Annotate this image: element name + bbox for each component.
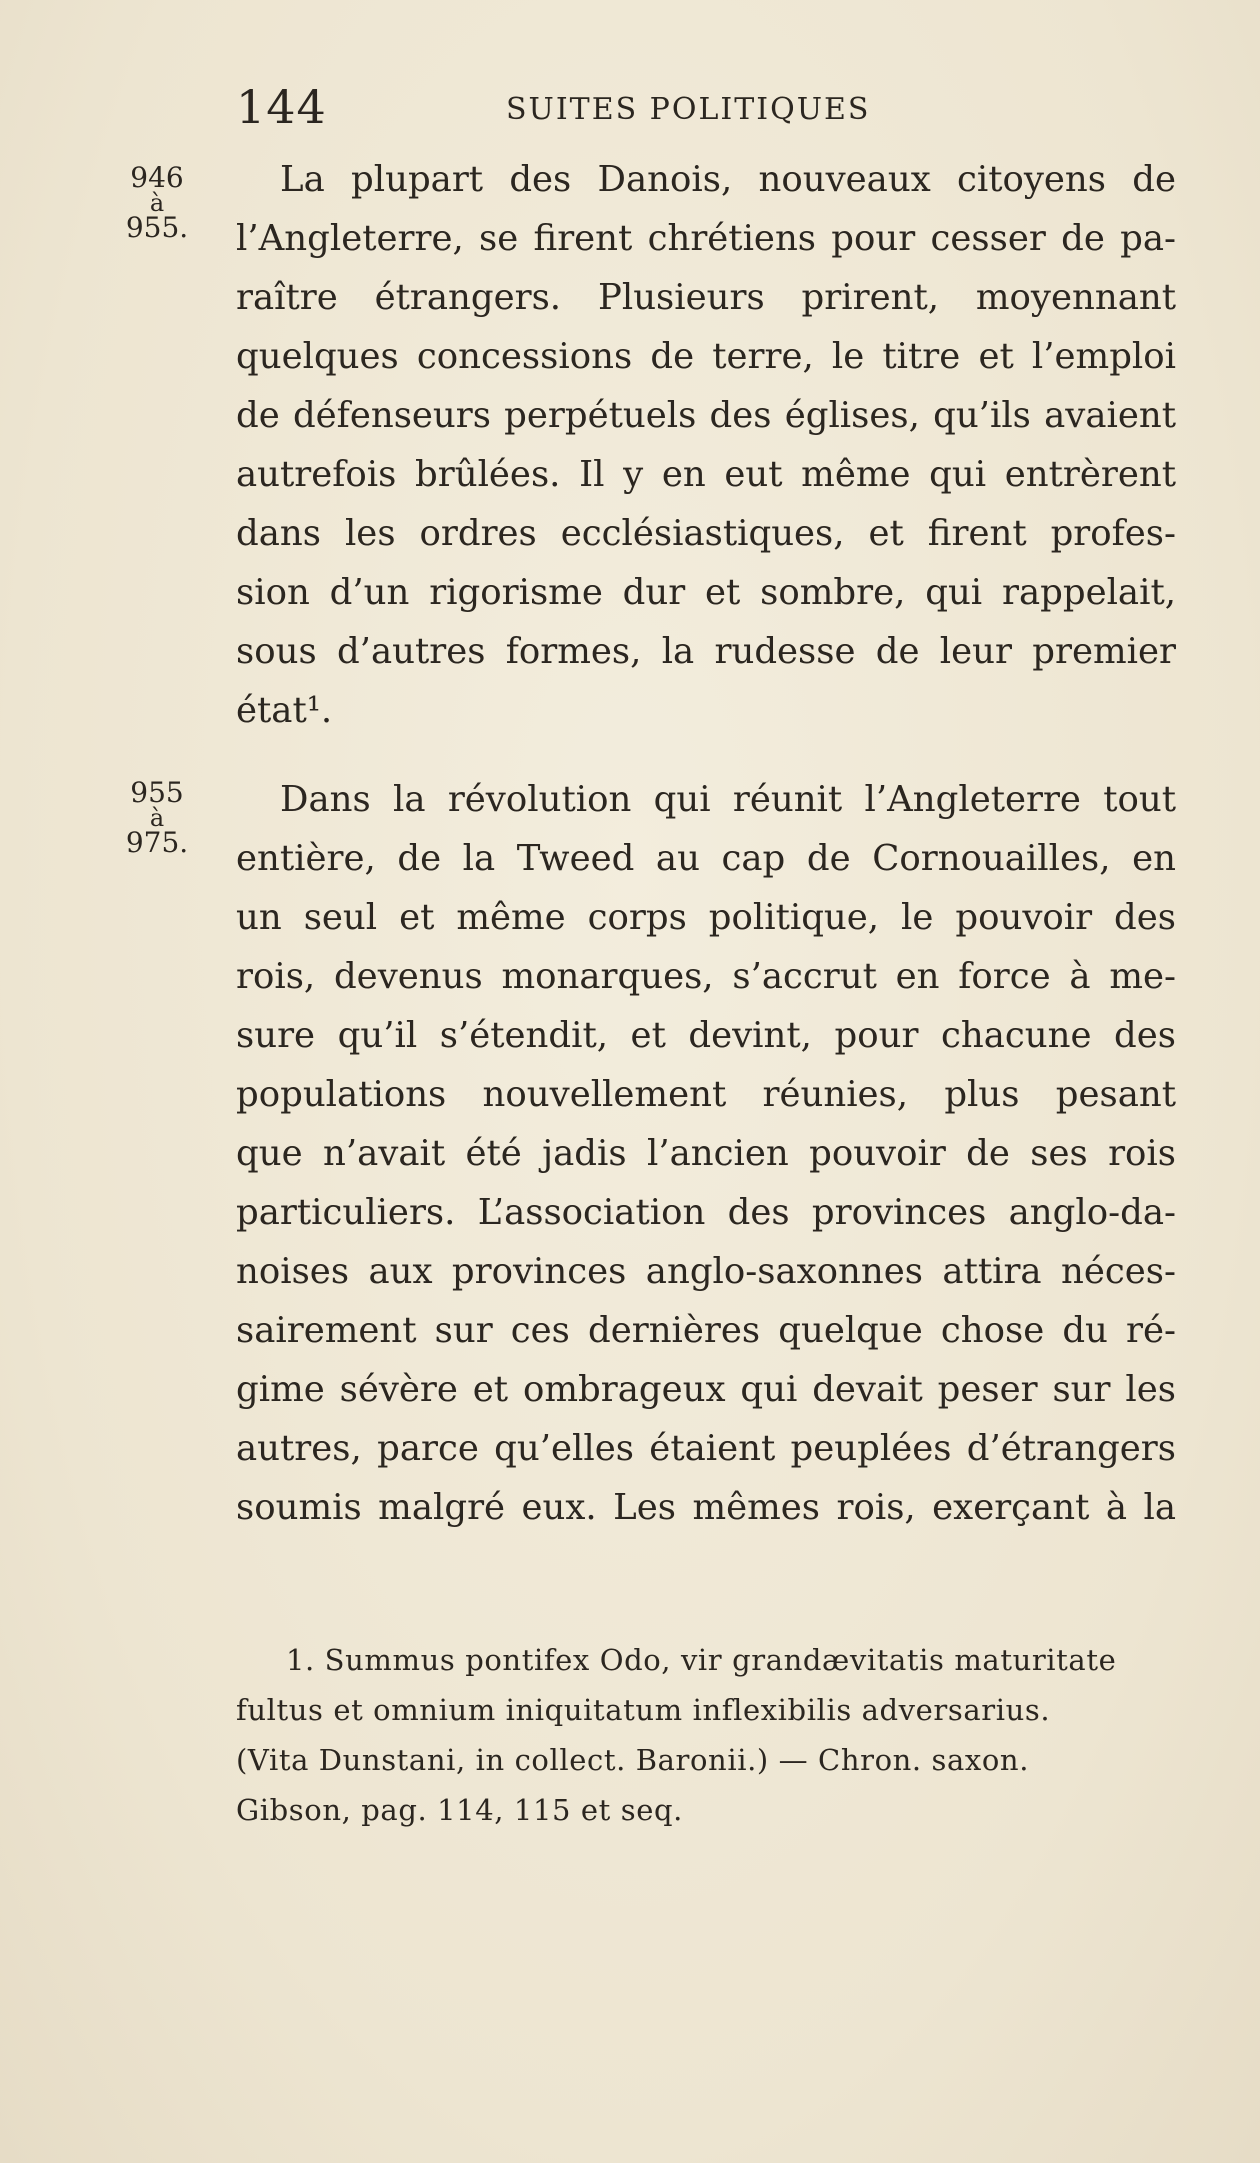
text-line: autrefois brûlées. Il y en eut même qui entrèrent bbox=[236, 454, 1176, 495]
paragraph-1 bbox=[236, 150, 1176, 740]
paragraph-2 bbox=[236, 770, 1176, 1537]
text-line: particuliers. L’association des provinces anglo-da- bbox=[236, 1192, 1176, 1233]
footnote-line: fultus et omnium iniquitatum inflexibilis adversarius. bbox=[236, 1693, 1051, 1727]
text-line: de défenseurs perpétuels des églises, qu’ils avaient bbox=[236, 395, 1176, 436]
text-line: l’Angleterre, se firent chrétiens pour cesser de pa- bbox=[236, 218, 1176, 259]
text-line: gime sévère et ombrageux qui devait peser sur les bbox=[236, 1369, 1176, 1410]
running-title: SUITES POLITIQUES bbox=[506, 92, 871, 127]
text-line: sure qu’il s’étendit, et devint, pour chacune des bbox=[236, 1015, 1176, 1056]
text-line: quelques concessions de terre, le titre et l’emploi bbox=[236, 336, 1176, 377]
text-line: noises aux provinces anglo-saxonnes attira néces- bbox=[236, 1251, 1176, 1292]
text-line: Dans la révolution qui réunit l’Angleterre tout bbox=[280, 779, 1176, 820]
margin-date-to: 955. bbox=[125, 211, 189, 244]
margin-date-separator: à bbox=[149, 189, 165, 217]
text-line: un seul et même corps politique, le pouvoir des bbox=[236, 897, 1176, 938]
page-number: 144 bbox=[236, 80, 327, 134]
text-line: sairement sur ces dernières quelque chose du ré- bbox=[236, 1310, 1176, 1351]
text-line: soumis malgré eux. Les mêmes rois, exerçant à la bbox=[236, 1487, 1176, 1528]
text-line: La plupart des Danois, nouveaux citoyens de bbox=[280, 159, 1176, 200]
footnote-line: 1. Summus pontifex Odo, vir grandævitatis maturitate bbox=[286, 1643, 1117, 1677]
text-line: populations nouvellement réunies, plus pesant bbox=[236, 1074, 1176, 1115]
text-line: autres, parce qu’elles étaient peuplées d’étrangers bbox=[236, 1428, 1176, 1469]
margin-date-to: 975. bbox=[125, 826, 189, 859]
text-line: entière, de la Tweed au cap de Cornouailles, en bbox=[236, 838, 1176, 879]
text-line: raître étrangers. Plusieurs prirent, moyennant bbox=[236, 277, 1176, 318]
footnote bbox=[236, 1635, 1176, 1835]
margin-date-range-1 bbox=[122, 163, 192, 243]
text-line: sous d’autres formes, la rudesse de leur premier bbox=[236, 631, 1176, 672]
text-line: que n’avait été jadis l’ancien pouvoir de ses rois bbox=[236, 1133, 1176, 1174]
margin-date-from: 955 bbox=[130, 776, 184, 809]
text-line: état¹. bbox=[236, 690, 333, 731]
text-line: rois, devenus monarques, s’accrut en force à me- bbox=[236, 956, 1176, 997]
page-header bbox=[236, 80, 1196, 140]
text-line: dans les ordres ecclésiastiques, et firent profes- bbox=[236, 513, 1176, 554]
margin-date-separator: à bbox=[149, 804, 165, 832]
footnote-line: (Vita Dunstani, in collect. Baronii.) — Chron. saxon. bbox=[236, 1743, 1030, 1777]
margin-date-from: 946 bbox=[130, 161, 184, 194]
footnote-line: Gibson, pag. 114, 115 et seq. bbox=[236, 1793, 683, 1827]
margin-date-range-2 bbox=[122, 778, 192, 858]
text-line: sion d’un rigorisme dur et sombre, qui rappelait, bbox=[236, 572, 1176, 613]
